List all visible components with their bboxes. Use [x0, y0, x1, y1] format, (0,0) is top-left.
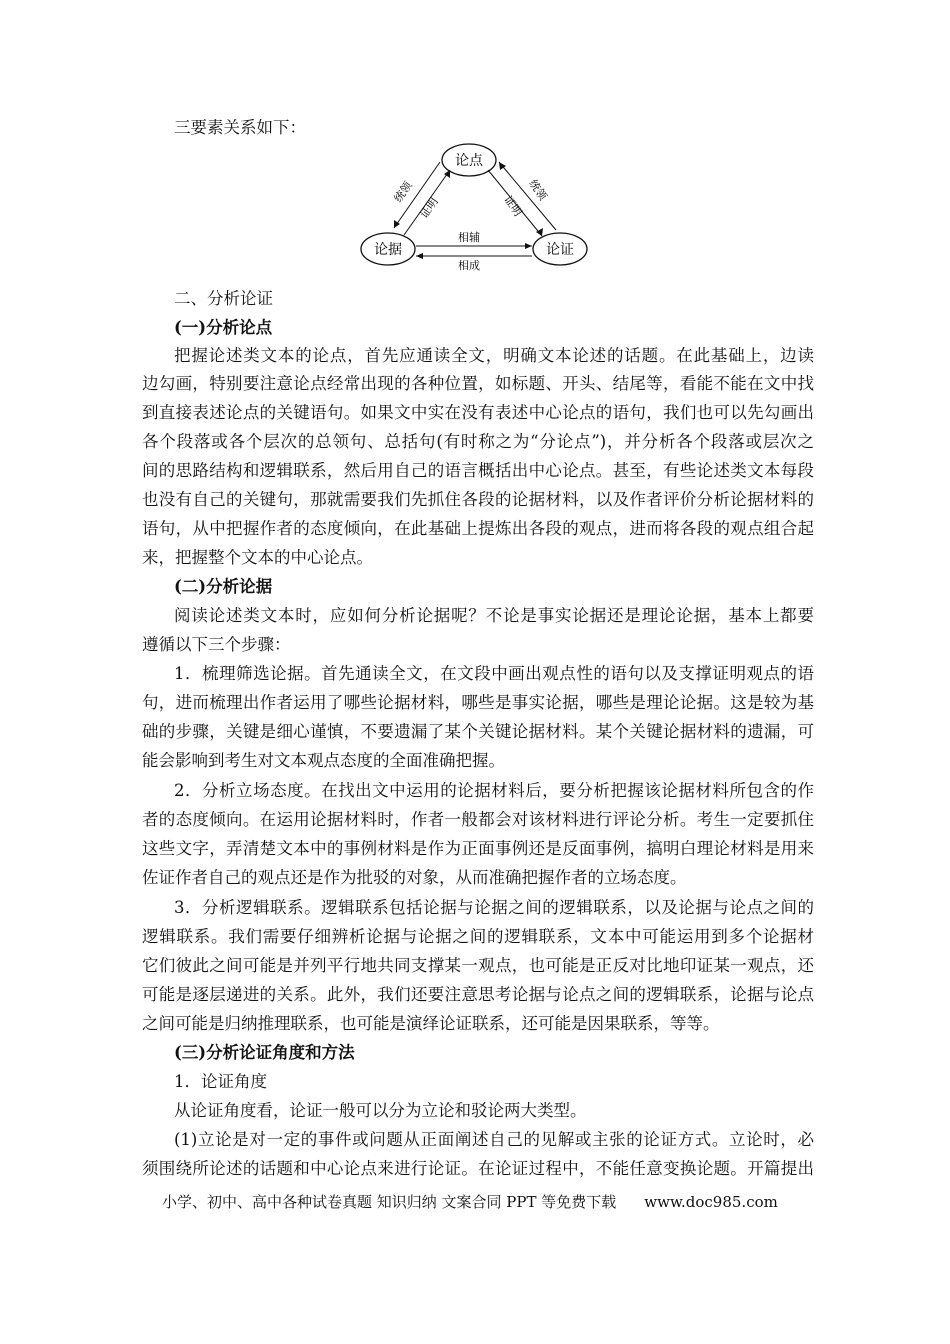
paragraph-line: 须围绕所论述的话题和中心论点来进行论证。在论证过程中，不能任意变换论题。开篇提出 — [142, 1159, 814, 1178]
paragraph-line: 也没有自己的关键句，那就需要我们先抓住各段的论据材料，以及作者评价分析论据材料的 — [142, 490, 814, 509]
paragraph-line: 语句，从中把握作者的态度倾向，在此基础上提炼出各段的观点，进而将各段的观点组合起 — [142, 519, 814, 538]
paragraph-line: 2．分析立场态度。在找出文中运用的论据材料后，要分析把握该论据材料所包含的作 — [174, 781, 814, 800]
paragraph-line: 遵循以下三个步骤： — [142, 635, 291, 654]
paragraph-line: 能会影响到考生对文本观点态度的全面准确把握。 — [142, 751, 505, 770]
node-top-label: 论点 — [455, 153, 483, 169]
subsection-heading-2: (二)分析论据 — [174, 577, 273, 596]
paragraph-line: 来，把握整个文本的中心论点。 — [142, 548, 373, 567]
paragraph-line: 础的步骤，关键是细心谨慎，不要遗漏了某个关键论据材料。某个关键论据材料的遗漏，可 — [142, 722, 814, 741]
arrowhead-left — [416, 253, 423, 259]
paragraph-line: 各个段落或各个层次的总领句、总括句(有时称之为“分论点”)，并分析各个段落或层次之 — [142, 432, 814, 451]
subsection-heading-3: (三)分析论证角度和方法 — [174, 1043, 355, 1062]
label-right-inner: 证明 — [501, 193, 525, 219]
paragraph-line: 者的态度倾向。在运用论据材料时，作者一般都会对该材料进行评论分析。考生一定要抓住 — [142, 810, 814, 829]
node-right-label: 论证 — [546, 242, 574, 258]
paragraph-line: 佐证作者自己的观点还是作为批驳的对象，从而准确把握作者的立场态度。 — [142, 868, 687, 887]
arrowhead-right — [525, 243, 532, 249]
footer-text: 小学、初中、高中各种试卷真题 知识归纳 文案合同 PPT 等免费下载 — [162, 1193, 617, 1211]
paragraph-line: 到直接表述论点的关键语句。如果文中实在没有表述中心论点的语句，我们也可以先勾画出 — [142, 403, 814, 422]
relationship-diagram — [352, 140, 602, 280]
paragraph-line: 从论证角度看，论证一般可以分为立论和驳论两大类型。 — [174, 1101, 587, 1120]
label-xiangfu: 相辅 — [458, 231, 480, 244]
node-left-label: 论据 — [374, 242, 402, 258]
paragraph-line: 1．梳理筛选论据。首先通读全文，在文段中画出观点性的语句以及支撑证明观点的语 — [174, 664, 814, 683]
paragraph-line: 3．分析逻辑联系。逻辑联系包括论据与论据之间的逻辑联系，以及论据与论点之间的 — [174, 898, 814, 917]
intro-text: 三要素关系如下： — [174, 118, 306, 137]
paragraph-line: 边勾画，特别要注意论点经常出现的各种位置，如标题、开头、结尾等，看能不能在文中找 — [142, 374, 814, 393]
label-right-outer: 统领 — [526, 177, 550, 203]
section-heading: 二、分析论证 — [174, 289, 273, 308]
paragraph-line: 句，进而梳理出作者运用了哪些论据材料，哪些是事实论据，哪些是理论论据。这是较为基 — [142, 693, 814, 712]
paragraph-line: 把握论述类文本的论点，首先应通读全文，明确文本论述的话题。在此基础上，边读 — [174, 346, 814, 365]
argument-angle-heading: 1．论证角度 — [174, 1072, 267, 1091]
paragraph-line: 它们彼此之间可能是并列平行地共同支撑某一观点，也可能是正反对比地印证某一观点，还 — [142, 956, 814, 975]
paragraph-line: 间的思路结构和逻辑联系，然后用自己的语言概括出中心论点。甚至，有些论述类文本每段 — [142, 461, 814, 480]
paragraph-line: (1)立论是对一定的事件或问题从正面阐述自己的见解或主张的论证方式。立论时，必 — [174, 1130, 814, 1149]
label-xiangcheng: 相成 — [458, 259, 480, 272]
page-footer — [162, 1191, 778, 1213]
label-left-inner: 证明 — [417, 195, 441, 221]
paragraph-line: 可能是逐层递进的关系。此外，我们还要注意思考论据与论点之间的逻辑联系，论据与论点 — [142, 985, 814, 1004]
paragraph-line: 之间可能是归纳推理联系，也可能是演绎论证联系，还可能是因果联系，等等。 — [142, 1014, 720, 1033]
paragraph-line: 逻辑联系。我们需要仔细辨析论据与论据之间的逻辑联系，文本中可能运用到多个论据材 — [142, 927, 814, 946]
label-left-outer: 统领 — [391, 179, 415, 205]
subsection-heading-1: (一)分析论点 — [174, 318, 273, 337]
paragraph-line: 阅读论述类文本时，应如何分析论据呢？不论是事实论据还是理论论据，基本上都要 — [174, 606, 814, 625]
paragraph-line: 这些文字，弄清楚文本中的事例材料是作为正面事例还是反面事例，搞明白理论材料是用来 — [142, 839, 814, 858]
footer-url[interactable]: www.doc985.com — [644, 1193, 778, 1211]
